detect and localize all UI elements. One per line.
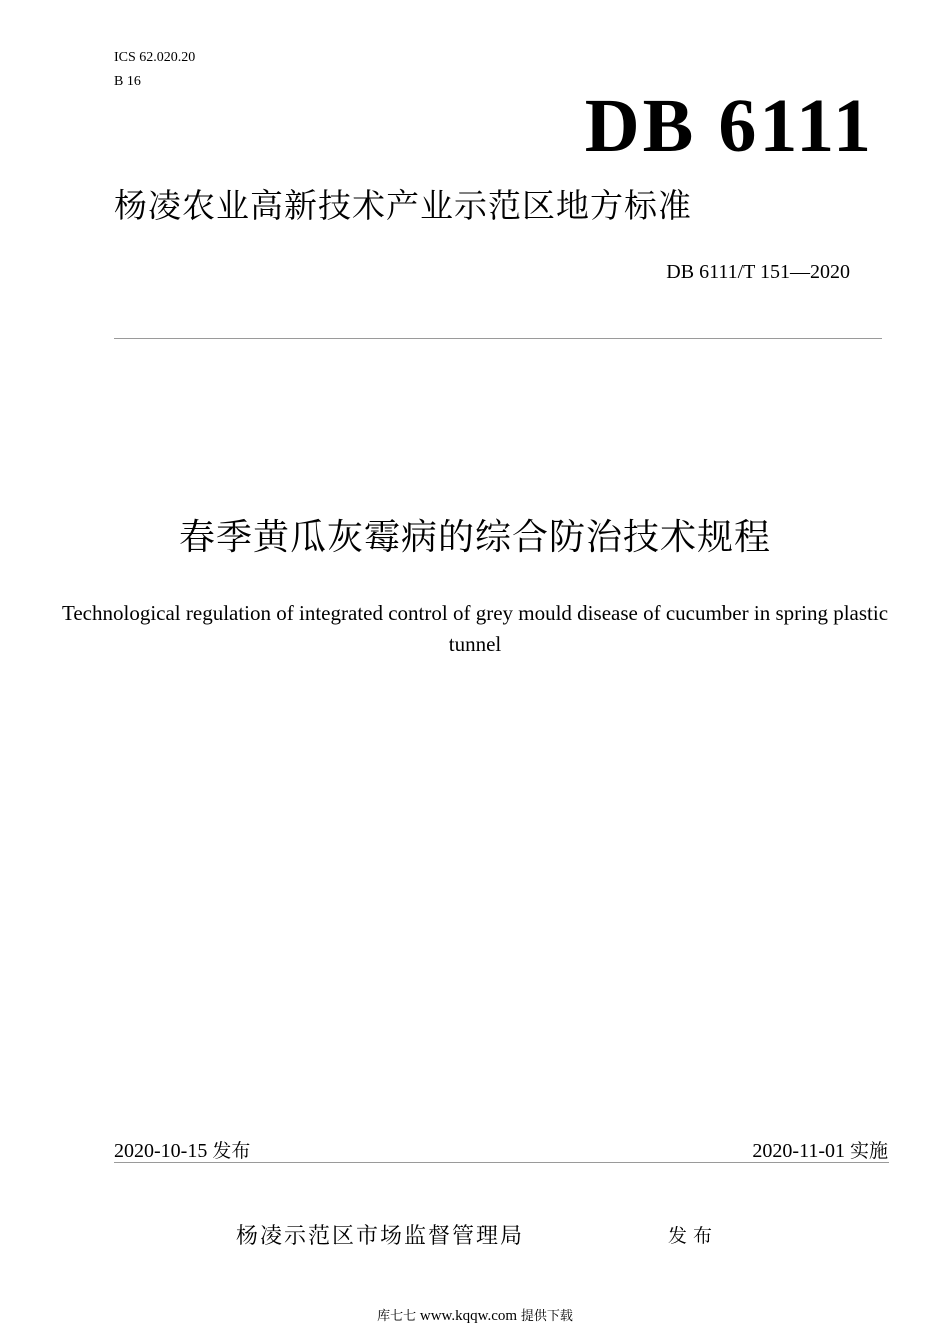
ics-code: ICS 62.020.20	[114, 50, 196, 65]
bottom-divider	[114, 1162, 889, 1163]
footer-suffix: 提供下载	[520, 1309, 573, 1324]
title-chinese: 春季黄瓜灰霉病的综合防治技术规程	[178, 517, 771, 558]
db-mark: DB 6111	[584, 84, 874, 168]
publish-date-line	[114, 1137, 250, 1165]
footer-site-link[interactable]: www.kqqw.com	[419, 1308, 518, 1324]
issuer-name: 杨凌示范区市场监督管理局	[236, 1224, 525, 1249]
ccs-code: B 16	[114, 74, 141, 89]
implement-label: 实施	[849, 1140, 888, 1162]
publish-date: 2020-10-15	[114, 1140, 208, 1162]
publish-label: 发布	[212, 1140, 251, 1162]
download-footer	[0, 1306, 950, 1327]
footer-prefix: 库七七	[377, 1309, 417, 1324]
issuer-action: 发布	[668, 1225, 719, 1247]
top-divider	[114, 338, 882, 339]
title-english: Technological regulation of integrated control of grey mould disease of cucumber in spring plastic tunnel	[61, 601, 889, 656]
implement-date-line	[752, 1137, 888, 1165]
standard-number: DB 6111/T 151—2020	[666, 261, 850, 283]
standard-category: 杨凌农业高新技术产业示范区地方标准	[114, 186, 692, 225]
implement-date: 2020-11-01	[752, 1140, 845, 1162]
